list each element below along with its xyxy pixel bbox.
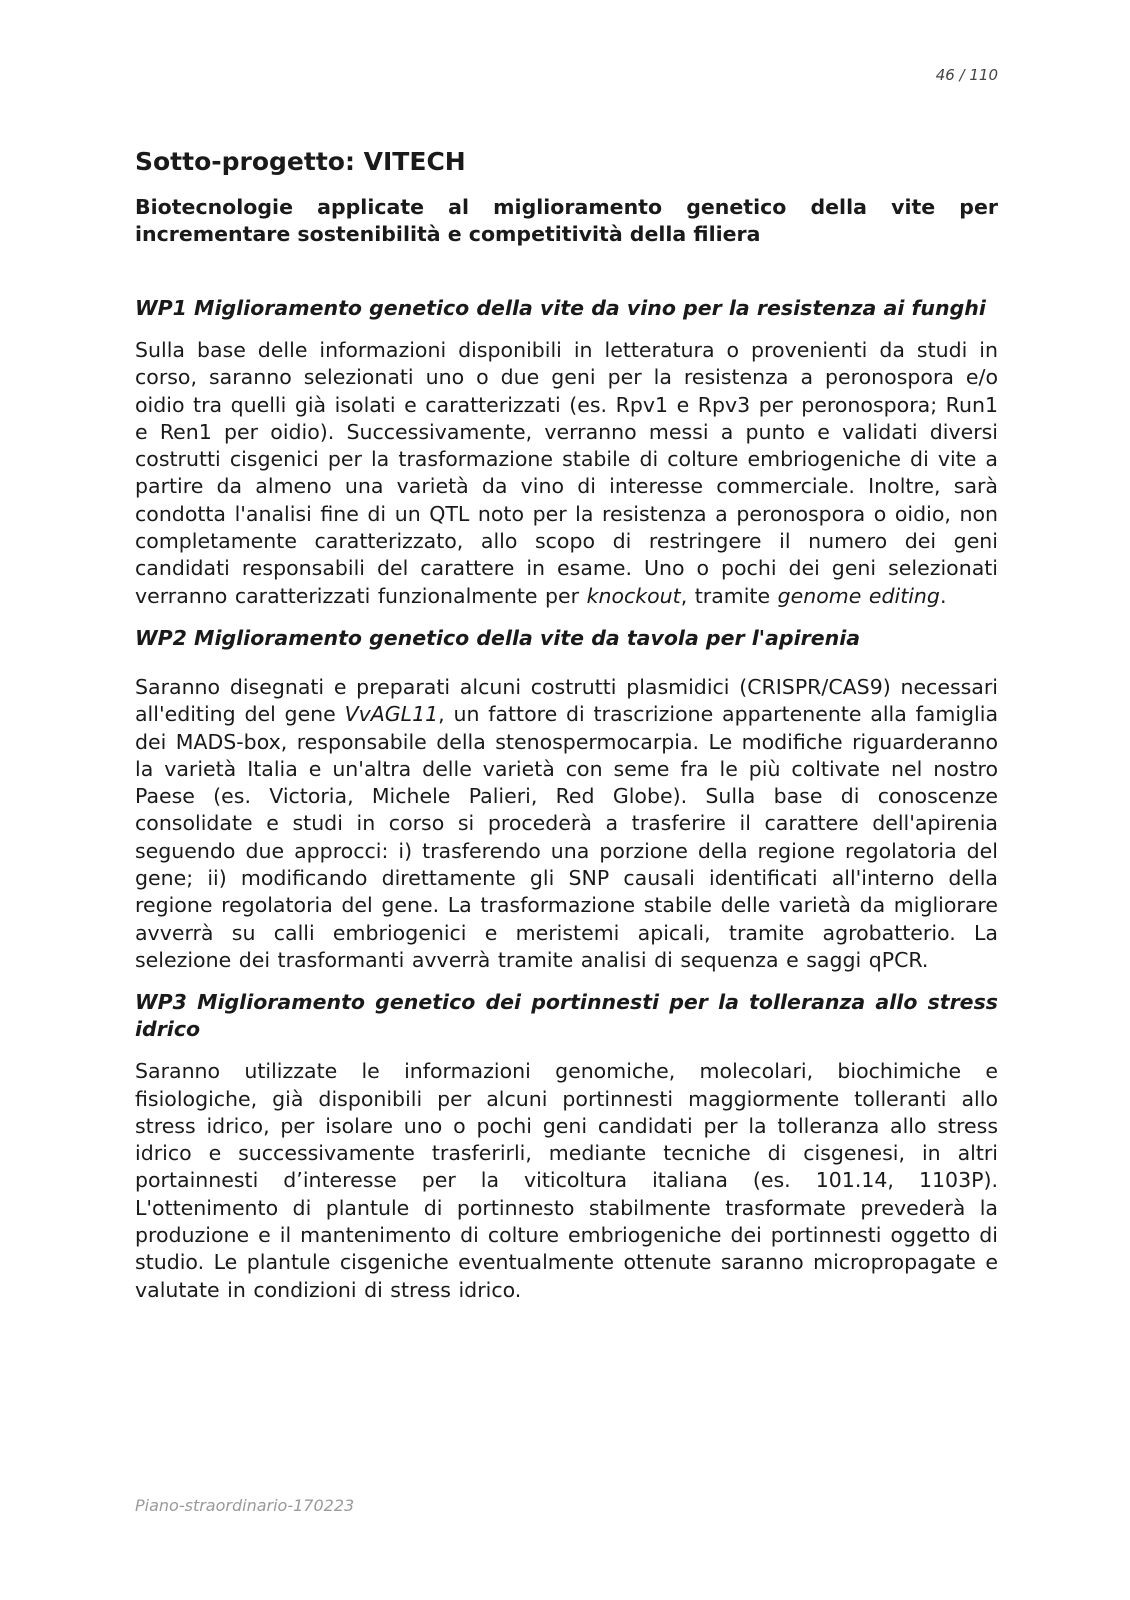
subtitle-block [135,194,998,248]
wp1-section [135,295,998,610]
wp2-title: WP2 Miglioramento genetico della vite da tavola per l'apirenia [135,625,861,650]
wp1-text-b: , tramite [680,583,778,608]
page-number: 46 / 110 [935,66,998,84]
document-body [135,146,998,1304]
wp1-emphasis-genome-editing: genome editing [777,583,940,608]
wp2-section [135,625,998,974]
page-subtitle: Biotecnologie applicate al miglioramento genetico della vite per incrementare sostenibilità e competitività della filiera [135,195,998,246]
wp3-paragraph: Saranno utilizzate le informazioni genomiche, molecolari, biochimiche e fisiologiche, già disponibili per alcuni portinnesti maggiormente tolleranti allo stress idrico, per isolare uno o pochi geni candidati per la tolleranza allo stress idrico e successivamente trasferirli, mediante tecniche di cisgenesi, in altri portainnesti d’interesse per la viticoltura italiana (es. 101.14, 1103P). L'ottenimento di plantule di portinnesto stabilmente trasformate prevederà la produzione e il mantenimento di colture embriogeniche dei portinnesti oggetto di studio. Le plantule cisgeniche eventualmente ottenute saranno micropropagate e valutate in condizioni di stress idrico. [135,1059,998,1302]
wp1-emphasis-knockout: knockout [586,583,681,608]
wp1-title: WP1 Miglioramento genetico della vite da vino per la resistenza ai funghi [135,296,986,320]
wp1-text-a: Sulla base delle informazioni disponibili in letteratura o provenienti da studi in corso, saranno selezionati uno o due geni per la resistenza a peronospora e/o oidio tra quelli già isolati e caratterizzati (es. Rpv1 e Rpv3 per peronospora; Run1 e Ren1 per oidio). Successivamente, verranno messi a punto e validati diversi costrutti cisgenici per la trasformazione stabile di colture embriogeniche di vite a partire da almeno una varietà da vino di interesse commerciale. Inoltre, sarà condotta l'analisi fine di un QTL noto per la resistenza a peronospora o oidio, non completamente caratterizzato, allo scopo di restringere il numero dei geni candidati responsabili del carattere in esame. Uno o pochi dei geni selezionati verranno caratterizzati funzionalmente per [135,338,998,608]
wp1-paragraph [135,337,998,610]
wp2-text-b: , un fattore di trascrizione appartenente alla famiglia dei MADS-box, responsabile della stenospermocarpia. Le modifiche riguarderanno la varietà Italia e un'altra delle varietà con seme fra le più coltivate nel nostro Paese (es. Victoria, Michele Palieri, Red Globe). Sulla base di conoscenze consolidate e studi in corso si procederà a trasferire il carattere dell'apirenia seguendo due approcci: i) trasferendo una porzione della regione regolatoria del gene; ii) modificando direttamente gli SNP causali identificati all'interno della regione regolatoria del gene. La trasformazione stabile delle varietà da migliorare avverrà su calli embriogenici e meristemi apicali, tramite agrobatterio. La selezione dei trasformanti avverrà tramite analisi di sequenza e saggi qPCR. [135,702,999,972]
wp2-emphasis-gene: VvAGL11 [344,702,439,727]
wp3-title: WP3 Miglioramento genetico dei portinnesti per la tolleranza allo stress idrico [135,990,998,1042]
wp2-text-a: Saranno disegnati e preparati alcuni costrutti plasmidici (CRISPR/CAS9) necessari all'editing del gene [135,674,998,727]
wp3-section [135,989,998,1304]
wp1-text-c: . [939,583,947,608]
footer-doc-id: Piano-straordinario-170223 [135,1496,355,1515]
page-title: Sotto-progetto: VITECH [135,147,466,176]
wp2-paragraph [135,674,998,974]
